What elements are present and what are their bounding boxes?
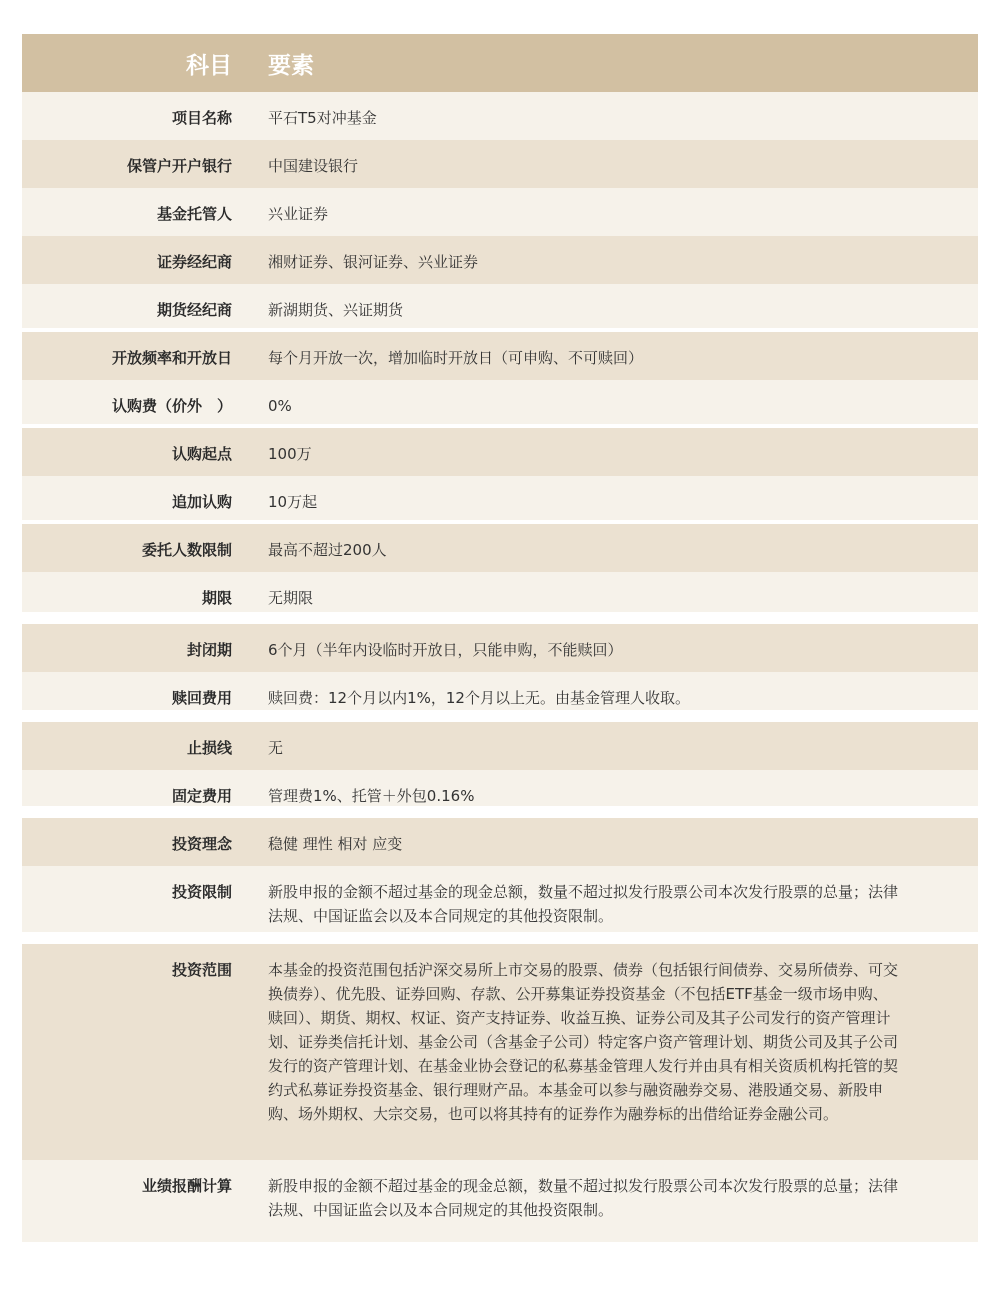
row-value: 新湖期货、兴证期货 xyxy=(268,301,404,319)
row-investment-restrictions xyxy=(22,866,978,932)
row-project-name xyxy=(22,92,978,140)
row-label: 投资理念 xyxy=(171,835,232,853)
row-value: 湘财证券、银河证券、兴业证券 xyxy=(268,253,479,271)
row-value: 赎回费：12个月以内1%，12个月以上无。由基金管理人收取。 xyxy=(268,689,690,707)
row-label: 期货经纪商 xyxy=(156,301,232,319)
row-custody-bank xyxy=(22,140,978,188)
row-lockup-period xyxy=(22,624,978,672)
row-value: 0% xyxy=(268,397,292,415)
row-label: 追加认购 xyxy=(171,493,232,511)
table-header xyxy=(22,34,978,92)
row-label: 业绩报酬计算 xyxy=(141,1177,232,1195)
header-value: 要素 xyxy=(268,52,314,79)
row-stop-loss xyxy=(22,722,978,770)
row-value: 每个月开放一次，增加临时开放日（可申购、不可赎回） xyxy=(268,349,644,367)
row-label: 赎回费用 xyxy=(171,689,232,707)
row-investor-limit xyxy=(22,524,978,572)
row-investment-scope xyxy=(22,944,978,1160)
row-value: 无期限 xyxy=(268,589,314,607)
row-investment-philosophy xyxy=(22,818,978,866)
row-value: 平石T5对冲基金 xyxy=(268,109,377,127)
row-value: 本基金的投资范围包括沪深交易所上市交易的股票、债券（包括银行间债券、交易所债券、可交换债券）、优先股、证券回购、存款、公开募集证券投资基金（不包括ETF基金一级市场申购、赎回）、期货、期权、权证、资产支持证券、收益互换、证券公司及其子公司发行的资产管理计划、证券类信托计划、基金公司（含基金子公司）特定客户资产管理计划、期货公司及其子公司发行的资产管理计划、在基金业协会登记的私募基金管理人发行并由具有相关资质机构托管的契约式私募证券投资基金、银行理财产品。本基金可以参与融资融券交易、港股通交易、新股申购、场外期权、大宗交易，也可以将其持有的证券作为融券标的出借给证券金融公司。 xyxy=(268,961,899,1123)
row-additional-subscription xyxy=(22,476,978,520)
row-value: 新股申报的金额不超过基金的现金总额，数量不超过拟发行股票公司本次发行股票的总量；法律法规、中国证监会以及本合同规定的其他投资限制。 xyxy=(268,1177,899,1219)
row-label: 期限 xyxy=(201,589,232,607)
row-subscription-minimum xyxy=(22,428,978,476)
row-value: 管理费1%、托管＋外包0.16% xyxy=(268,787,475,805)
row-label: 固定费用 xyxy=(171,787,232,805)
row-subscription-fee xyxy=(22,380,978,424)
row-label: 项目名称 xyxy=(171,109,232,127)
row-open-frequency xyxy=(22,332,978,380)
row-term xyxy=(22,572,978,612)
row-value: 中国建设银行 xyxy=(268,157,359,175)
row-label: 投资限制 xyxy=(171,883,232,901)
row-label: 委托人数限制 xyxy=(141,541,232,559)
row-label: 基金托管人 xyxy=(156,205,232,223)
row-label: 封闭期 xyxy=(186,641,232,659)
row-value: 稳健 理性 相对 应变 xyxy=(268,835,403,853)
row-redemption-fee xyxy=(22,672,978,710)
row-futures-broker xyxy=(22,284,978,328)
row-label: 止损线 xyxy=(186,739,232,757)
row-value: 最高不超过200人 xyxy=(268,541,387,559)
row-label: 保管户开户银行 xyxy=(126,157,232,175)
row-value: 10万起 xyxy=(268,493,318,511)
row-fund-custodian xyxy=(22,188,978,236)
row-fixed-fee xyxy=(22,770,978,806)
row-label: 投资范围 xyxy=(171,961,232,979)
row-label: 开放频率和开放日 xyxy=(111,349,232,367)
fund-info-table xyxy=(22,34,978,1242)
row-securities-broker xyxy=(22,236,978,284)
row-value: 兴业证券 xyxy=(268,205,329,223)
row-value: 6个月（半年内设临时开放日，只能申购，不能赎回） xyxy=(268,641,623,659)
row-label: 认购费（价外 ） xyxy=(111,397,232,415)
row-label: 证券经纪商 xyxy=(156,253,232,271)
row-value: 新股申报的金额不超过基金的现金总额，数量不超过拟发行股票公司本次发行股票的总量；法律法规、中国证监会以及本合同规定的其他投资限制。 xyxy=(268,883,899,925)
row-performance-fee xyxy=(22,1160,978,1242)
header-key: 科目 xyxy=(186,52,232,79)
row-label: 认购起点 xyxy=(171,445,232,463)
row-value: 无 xyxy=(268,739,284,757)
row-value: 100万 xyxy=(268,445,312,463)
